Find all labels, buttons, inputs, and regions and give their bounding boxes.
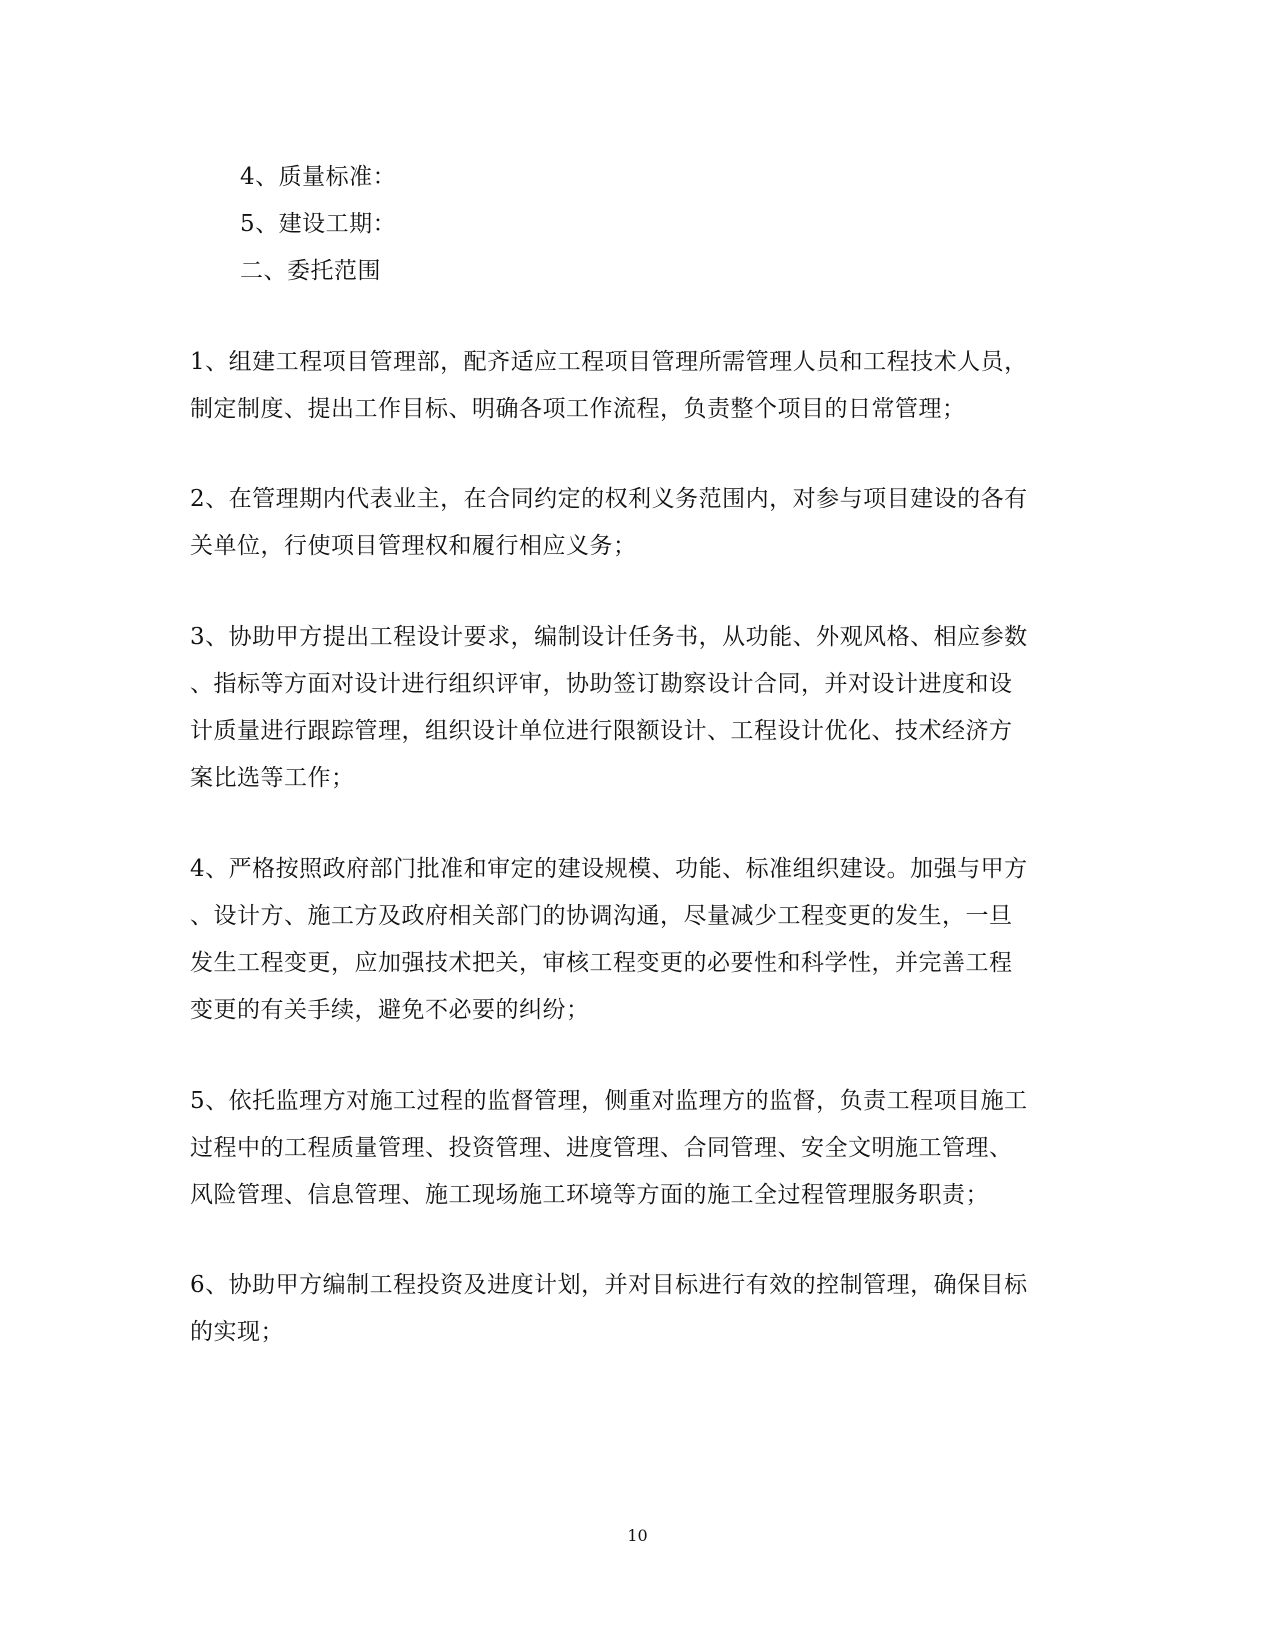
- paragraph-line: 的实现；: [190, 1319, 284, 1345]
- paragraph-line: 3、协助甲方提出工程设计要求，编制设计任务书，从功能、外观风格、相应参数: [190, 624, 1028, 650]
- paragraph-line: 发生工程变更，应加强技术把关，审核工程变更的必要性和科学性，并完善工程: [190, 950, 1013, 976]
- paragraph-line: 制定制度、提出工作目标、明确各项工作流程，负责整个项目的日常管理；: [190, 396, 966, 422]
- page-number: 10: [627, 1526, 648, 1545]
- paragraph-line: 变更的有关手续，避免不必要的纠纷；: [190, 997, 590, 1023]
- paragraph-line: 风险管理、信息管理、施工现场施工环境等方面的施工全过程管理服务职责；: [190, 1182, 989, 1208]
- quality-standard-item: 4、质量标准：: [240, 164, 397, 190]
- paragraph-line: 案比选等工作；: [190, 765, 355, 791]
- section-heading-scope: 二、委托范围: [240, 258, 381, 284]
- paragraph-line: 计质量进行跟踪管理，组织设计单位进行限额设计、工程设计优化、技术经济方: [190, 718, 1013, 744]
- paragraph-line: 6、协助甲方编制工程投资及进度计划，并对目标进行有效的控制管理，确保目标: [190, 1272, 1028, 1298]
- construction-period-item: 5、建设工期：: [240, 211, 397, 237]
- paragraph-line: 关单位，行使项目管理权和履行相应义务；: [190, 533, 637, 559]
- paragraph-line: 1、组建工程项目管理部，配齐适应工程项目管理所需管理人员和工程技术人员，: [190, 349, 1028, 375]
- paragraph-line: 2、在管理期内代表业主，在合同约定的权利义务范围内，对参与项目建设的各有: [190, 486, 1028, 512]
- paragraph-line: 、指标等方面对设计进行组织评审，协助签订勘察设计合同，并对设计进度和设: [190, 671, 1013, 697]
- paragraph-line: 、设计方、施工方及政府相关部门的协调沟通，尽量减少工程变更的发生，一旦: [190, 903, 1013, 929]
- paragraph-line: 4、严格按照政府部门批准和审定的建设规模、功能、标准组织建设。加强与甲方: [190, 856, 1028, 882]
- paragraph-line: 过程中的工程质量管理、投资管理、进度管理、合同管理、安全文明施工管理、: [190, 1135, 1013, 1161]
- paragraph-line: 5、依托监理方对施工过程的监督管理，侧重对监理方的监督，负责工程项目施工: [190, 1088, 1028, 1114]
